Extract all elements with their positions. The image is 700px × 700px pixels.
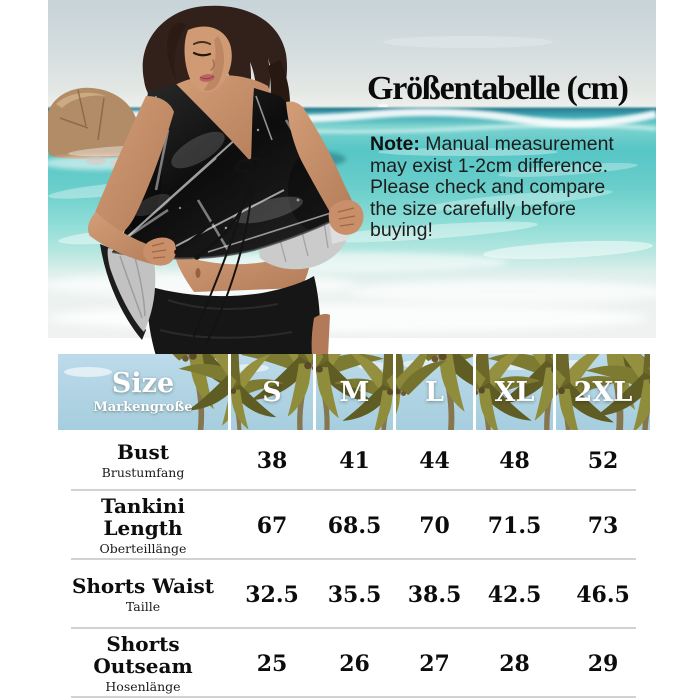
size-header-label: M [339, 376, 370, 408]
table-row [58, 430, 650, 491]
row-label-de: Hosenlänge [105, 679, 181, 694]
header-cell-size [58, 354, 228, 430]
measurement-note [370, 134, 624, 242]
page-title: Größentabelle (cm) [367, 70, 628, 107]
header-cell-l [396, 354, 473, 430]
row-label [58, 495, 228, 556]
size-value: 68.5 [327, 512, 382, 539]
row-label [58, 633, 228, 694]
size-header-label: 2XL [573, 376, 633, 408]
size-value: 28 [499, 650, 530, 677]
size-value: 27 [419, 650, 450, 677]
row-label-de: Brustumfang [101, 465, 185, 480]
row-label [58, 575, 228, 614]
size-value: 67 [256, 512, 288, 539]
size-value: 52 [587, 447, 619, 474]
size-header-sublabel: Markengroße [93, 399, 193, 415]
size-value: 26 [339, 650, 370, 677]
header-cell-2xl [556, 354, 650, 430]
size-value: 35.5 [327, 581, 382, 608]
size-value: 46.5 [576, 581, 630, 608]
size-header-label: XL [494, 376, 535, 408]
size-value: 42.5 [487, 581, 542, 608]
size-value: 48 [499, 447, 530, 474]
size-value: 38 [256, 447, 288, 474]
row-label-en: Tankini Length [100, 494, 186, 540]
table-row [58, 629, 650, 698]
size-table-body [58, 430, 650, 698]
header-cell-xl [476, 354, 553, 430]
size-value: 29 [587, 650, 619, 677]
size-value: 70 [419, 512, 450, 539]
size-value: 44 [419, 447, 450, 474]
row-label-de: Taille [125, 599, 161, 614]
size-value: 71.5 [487, 512, 542, 539]
note-label: Note: [370, 133, 420, 155]
header-cell-s [231, 354, 313, 430]
table-row [58, 491, 650, 560]
row-label-en: Bust [117, 440, 169, 464]
size-value: 32.5 [245, 581, 299, 608]
size-table-header [58, 354, 650, 430]
row-label [58, 441, 228, 480]
size-header-label: S [262, 376, 282, 408]
size-header-label: L [425, 376, 444, 408]
size-value: 73 [587, 512, 619, 539]
note-text: Manual measurement may exist 1-2cm difference. Please check and compare the size carefully before buying! [370, 133, 614, 242]
table-row [58, 560, 650, 629]
size-value: 41 [339, 447, 370, 474]
row-label-de: Oberteillänge [99, 541, 187, 556]
size-value: 25 [256, 650, 288, 677]
size-value: 38.5 [407, 581, 462, 608]
row-label-en: Shorts Outseam [93, 632, 193, 678]
hero-beach-photo [48, 0, 656, 338]
size-header-label: Size [111, 367, 175, 399]
header-cell-m [316, 354, 393, 430]
row-label-en: Shorts Waist [71, 574, 215, 598]
